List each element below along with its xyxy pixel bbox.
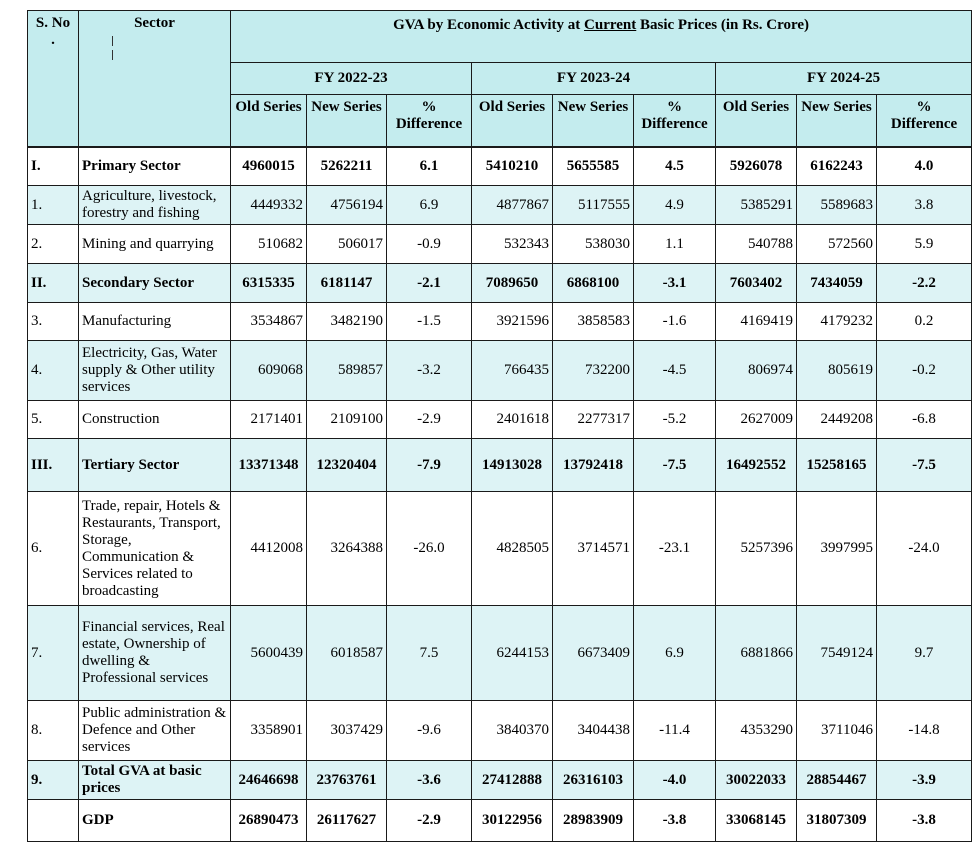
old-series-cell: 540788 [716, 225, 797, 264]
row-sector: Total GVA at basic prices [79, 761, 231, 800]
pct-diff-cell: -9.6 [387, 701, 472, 761]
new-series-cell: 5117555 [553, 186, 634, 225]
pct-diff-header [877, 95, 972, 147]
row-sno: 2. [28, 225, 79, 264]
pct-diff-cell: 4.9 [634, 186, 716, 225]
row-sector: Construction [79, 401, 231, 439]
old-series-cell: 6315335 [231, 264, 307, 303]
row-sno: II. [28, 264, 79, 303]
row-sector: Financial services, Real estate, Ownership of dwelling & Professional services [79, 606, 231, 701]
new-series-cell: 4179232 [797, 303, 877, 341]
row-sector: Electricity, Gas, Water supply & Other utility services [79, 341, 231, 401]
pct-diff-cell: 4.0 [877, 147, 972, 186]
table-row [28, 761, 972, 800]
old-series-cell: 3840370 [472, 701, 553, 761]
new-series-cell: 3997995 [797, 492, 877, 606]
pct-top: % [667, 99, 682, 115]
new-series-cell: 7434059 [797, 264, 877, 303]
pct-diff-cell: 3.8 [877, 186, 972, 225]
old-series-cell: 3358901 [231, 701, 307, 761]
new-series-cell: 4756194 [307, 186, 387, 225]
old-series-cell: 2627009 [716, 401, 797, 439]
old-series-cell: 766435 [472, 341, 553, 401]
new-series-cell: 2109100 [307, 401, 387, 439]
old-series-cell: 3534867 [231, 303, 307, 341]
old-series-cell: 806974 [716, 341, 797, 401]
year-header: FY 2024-25 [716, 63, 972, 95]
year-header: FY 2022-23 [231, 63, 472, 95]
old-series-cell: 33068145 [716, 800, 797, 842]
row-sno [28, 800, 79, 842]
row-sector: Public administration & Defence and Other services [79, 701, 231, 761]
old-series-cell: 7603402 [716, 264, 797, 303]
pct-diff-cell: -4.5 [634, 341, 716, 401]
new-series-cell: 538030 [553, 225, 634, 264]
pct-diff-cell: -23.1 [634, 492, 716, 606]
pct-diff-cell: -3.6 [387, 761, 472, 800]
row-sector: Tertiary Sector [79, 439, 231, 492]
row-sector: Trade, repair, Hotels & Restaurants, Transport, Storage, Communication & Services related to broadcasting [79, 492, 231, 606]
table-row [28, 606, 972, 701]
new-series-cell: 3858583 [553, 303, 634, 341]
new-series-cell: 3482190 [307, 303, 387, 341]
new-series-cell: 6162243 [797, 147, 877, 186]
table-row [28, 186, 972, 225]
old-series-header: Old Series [231, 95, 307, 147]
new-series-cell: 31807309 [797, 800, 877, 842]
row-sector: Secondary Sector [79, 264, 231, 303]
old-series-cell: 6881866 [716, 606, 797, 701]
table-body [28, 147, 972, 842]
row-sno: 6. [28, 492, 79, 606]
pct-diff-cell: -2.1 [387, 264, 472, 303]
old-series-cell: 510682 [231, 225, 307, 264]
old-series-cell: 2171401 [231, 401, 307, 439]
new-series-cell: 732200 [553, 341, 634, 401]
new-series-cell: 589857 [307, 341, 387, 401]
table-row [28, 225, 972, 264]
old-series-cell: 4960015 [231, 147, 307, 186]
new-series-cell: 6018587 [307, 606, 387, 701]
new-series-cell: 26117627 [307, 800, 387, 842]
old-series-cell: 4412008 [231, 492, 307, 606]
row-sno: 1. [28, 186, 79, 225]
new-series-cell: 3711046 [797, 701, 877, 761]
row-sector: GDP [79, 800, 231, 842]
pct-diff-cell: -11.4 [634, 701, 716, 761]
pct-top: % [916, 99, 932, 115]
old-series-header: Old Series [472, 95, 553, 147]
new-series-cell: 26316103 [553, 761, 634, 800]
new-series-cell: 28983909 [553, 800, 634, 842]
table-row [28, 800, 972, 842]
pct-bottom: Difference [641, 116, 708, 132]
pct-diff-cell: -3.2 [387, 341, 472, 401]
table-header [28, 11, 972, 147]
pct-diff-header [387, 95, 472, 147]
new-series-cell: 805619 [797, 341, 877, 401]
old-series-cell: 27412888 [472, 761, 553, 800]
old-series-cell: 24646698 [231, 761, 307, 800]
new-series-cell: 6181147 [307, 264, 387, 303]
old-series-cell: 4169419 [716, 303, 797, 341]
new-series-cell: 23763761 [307, 761, 387, 800]
old-series-cell: 13371348 [231, 439, 307, 492]
pct-diff-cell: -3.9 [877, 761, 972, 800]
old-series-header: Old Series [716, 95, 797, 147]
pct-diff-cell: -2.9 [387, 800, 472, 842]
pct-top: % [421, 99, 437, 115]
row-sno: 4. [28, 341, 79, 401]
old-series-cell: 2401618 [472, 401, 553, 439]
old-series-cell: 5600439 [231, 606, 307, 701]
sno-header-label: S. No [35, 15, 71, 31]
title-underlined: Current [584, 17, 637, 33]
old-series-cell: 4877867 [472, 186, 553, 225]
pct-diff-cell: -1.5 [387, 303, 472, 341]
pct-diff-cell: -14.8 [877, 701, 972, 761]
pct-diff-cell: -3.8 [634, 800, 716, 842]
title-post: Basic Prices (in Rs. Crore) [636, 17, 810, 33]
new-series-cell: 12320404 [307, 439, 387, 492]
pct-diff-cell: 5.9 [877, 225, 972, 264]
new-series-cell: 506017 [307, 225, 387, 264]
old-series-cell: 7089650 [472, 264, 553, 303]
new-series-cell: 2449208 [797, 401, 877, 439]
row-sno: 9. [28, 761, 79, 800]
new-series-cell: 7549124 [797, 606, 877, 701]
new-series-cell: 3264388 [307, 492, 387, 606]
pct-diff-cell: -24.0 [877, 492, 972, 606]
table-row [28, 264, 972, 303]
year-header: FY 2023-24 [472, 63, 716, 95]
sector-header [79, 11, 231, 147]
old-series-cell: 5926078 [716, 147, 797, 186]
old-series-cell: 14913028 [472, 439, 553, 492]
row-sector: Manufacturing [79, 303, 231, 341]
gva-table [27, 10, 972, 842]
pct-diff-cell: -6.8 [877, 401, 972, 439]
table-row [28, 147, 972, 186]
sector-header-label: Sector [134, 15, 175, 31]
pct-diff-cell: -3.8 [877, 800, 972, 842]
row-sector: Mining and quarrying [79, 225, 231, 264]
row-sno: 5. [28, 401, 79, 439]
pct-diff-cell: -7.5 [877, 439, 972, 492]
decorative-mark [112, 50, 113, 60]
old-series-cell: 4449332 [231, 186, 307, 225]
old-series-cell: 5385291 [716, 186, 797, 225]
old-series-cell: 5257396 [716, 492, 797, 606]
decorative-mark [112, 36, 113, 46]
new-series-cell: 15258165 [797, 439, 877, 492]
table-title [231, 11, 972, 63]
row-sno: I. [28, 147, 79, 186]
table-row [28, 701, 972, 761]
old-series-cell: 30122956 [472, 800, 553, 842]
pct-diff-cell: -26.0 [387, 492, 472, 606]
sno-header [28, 11, 79, 147]
new-series-cell: 2277317 [553, 401, 634, 439]
old-series-cell: 6244153 [472, 606, 553, 701]
old-series-cell: 609068 [231, 341, 307, 401]
pct-diff-cell: 9.7 [877, 606, 972, 701]
table-row [28, 401, 972, 439]
pct-diff-header [634, 95, 716, 147]
pct-diff-cell: 0.2 [877, 303, 972, 341]
new-series-cell: 3404438 [553, 701, 634, 761]
row-sno: III. [28, 439, 79, 492]
new-series-header: New Series [553, 95, 634, 147]
new-series-cell: 5655585 [553, 147, 634, 186]
old-series-cell: 532343 [472, 225, 553, 264]
pct-diff-cell: -2.2 [877, 264, 972, 303]
pct-diff-cell: -7.5 [634, 439, 716, 492]
new-series-header: New Series [307, 95, 387, 147]
pct-diff-cell: -0.9 [387, 225, 472, 264]
row-sector: Agriculture, livestock, forestry and fishing [79, 186, 231, 225]
old-series-cell: 4353290 [716, 701, 797, 761]
pct-diff-cell: -2.9 [387, 401, 472, 439]
old-series-cell: 16492552 [716, 439, 797, 492]
sno-header-dot: . [51, 32, 55, 48]
table-row [28, 492, 972, 606]
row-sno: 3. [28, 303, 79, 341]
table-row [28, 341, 972, 401]
pct-bottom: Difference [395, 116, 463, 132]
pct-diff-cell: -5.2 [634, 401, 716, 439]
pct-diff-cell: 7.5 [387, 606, 472, 701]
table-row [28, 303, 972, 341]
old-series-cell: 30022033 [716, 761, 797, 800]
pct-diff-cell: 1.1 [634, 225, 716, 264]
new-series-cell: 5589683 [797, 186, 877, 225]
old-series-cell: 5410210 [472, 147, 553, 186]
table-row [28, 439, 972, 492]
pct-bottom: Difference [890, 116, 958, 132]
pct-diff-cell: -7.9 [387, 439, 472, 492]
pct-diff-cell: 6.9 [387, 186, 472, 225]
new-series-cell: 6673409 [553, 606, 634, 701]
old-series-cell: 4828505 [472, 492, 553, 606]
new-series-cell: 3037429 [307, 701, 387, 761]
new-series-cell: 6868100 [553, 264, 634, 303]
title-pre: GVA by Economic Activity at [393, 17, 585, 33]
row-sno: 8. [28, 701, 79, 761]
pct-diff-cell: 6.1 [387, 147, 472, 186]
pct-diff-cell: -0.2 [877, 341, 972, 401]
new-series-cell: 5262211 [307, 147, 387, 186]
new-series-cell: 3714571 [553, 492, 634, 606]
new-series-cell: 28854467 [797, 761, 877, 800]
pct-diff-cell: 6.9 [634, 606, 716, 701]
old-series-cell: 3921596 [472, 303, 553, 341]
pct-diff-cell: -4.0 [634, 761, 716, 800]
new-series-cell: 572560 [797, 225, 877, 264]
row-sno: 7. [28, 606, 79, 701]
new-series-cell: 13792418 [553, 439, 634, 492]
old-series-cell: 26890473 [231, 800, 307, 842]
pct-diff-cell: -3.1 [634, 264, 716, 303]
pct-diff-cell: 4.5 [634, 147, 716, 186]
pct-diff-cell: -1.6 [634, 303, 716, 341]
row-sector: Primary Sector [79, 147, 231, 186]
new-series-header: New Series [797, 95, 877, 147]
